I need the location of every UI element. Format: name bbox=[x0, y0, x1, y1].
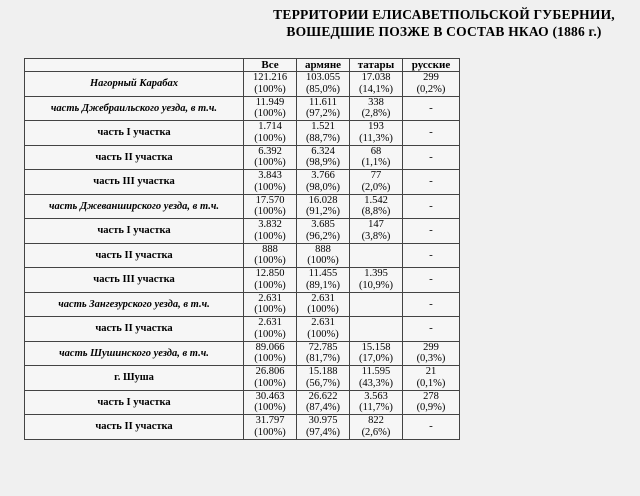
title-line-2: ВОШЕДШИЕ ПОЗЖЕ В СОСТАВ НКАО (1886 г.) bbox=[286, 24, 602, 39]
cell-percent: (98,0%) bbox=[305, 181, 341, 193]
cell-armenians bbox=[297, 341, 350, 366]
cell-value: 299 bbox=[423, 341, 439, 353]
table-row bbox=[25, 292, 460, 317]
cell-percent: (100%) bbox=[254, 157, 286, 169]
cell-value: 1.542 bbox=[364, 194, 388, 206]
cell-value: - bbox=[429, 420, 433, 432]
cell-percent: (89,1%) bbox=[305, 279, 341, 291]
cell-armenians bbox=[297, 194, 350, 219]
table-row bbox=[25, 390, 460, 415]
row-label: часть I участка bbox=[25, 219, 244, 244]
table-row bbox=[25, 72, 460, 97]
cell-percent: (96,2%) bbox=[305, 230, 341, 242]
cell-percent: (100%) bbox=[307, 328, 339, 340]
cell-value: 147 bbox=[368, 219, 384, 231]
cell-percent: (17,0%) bbox=[358, 353, 394, 365]
cell-percent: (0,9%) bbox=[416, 402, 446, 414]
row-label: часть Зангезурского уезда, в т.ч. bbox=[25, 292, 244, 317]
document-title bbox=[254, 6, 634, 40]
cell-russians bbox=[403, 366, 460, 391]
cell-all bbox=[244, 219, 297, 244]
cell-percent: (100%) bbox=[254, 230, 286, 242]
cell-russians bbox=[403, 72, 460, 97]
cell-value: 3.832 bbox=[258, 219, 282, 231]
cell-value: 26.622 bbox=[308, 390, 338, 402]
cell-percent: (100%) bbox=[254, 353, 286, 365]
cell-percent: (100%) bbox=[254, 108, 286, 120]
table-row bbox=[25, 194, 460, 219]
cell-value: 2.631 bbox=[258, 292, 282, 304]
header-tatars: татары bbox=[350, 59, 403, 72]
row-label: часть III участка bbox=[25, 268, 244, 293]
row-label: Нагорный Карабах bbox=[25, 72, 244, 97]
cell-value: 17.570 bbox=[255, 194, 285, 206]
cell-percent: (43,3%) bbox=[358, 377, 394, 389]
cell-value: 2.631 bbox=[311, 317, 335, 329]
cell-value: 15.158 bbox=[361, 341, 391, 353]
cell-armenians bbox=[297, 268, 350, 293]
cell-value: 193 bbox=[368, 121, 384, 133]
table-row bbox=[25, 317, 460, 342]
cell-value: 12.850 bbox=[255, 268, 285, 280]
cell-value: 89.066 bbox=[255, 341, 285, 353]
table-row bbox=[25, 170, 460, 195]
table-header-row bbox=[25, 59, 460, 72]
cell-all bbox=[244, 415, 297, 440]
cell-russians bbox=[403, 317, 460, 342]
title-line-1: ТЕРРИТОРИИ ЕЛИСАВЕТПОЛЬСКОЙ ГУБЕРНИИ, bbox=[273, 7, 615, 22]
table-body bbox=[25, 72, 460, 440]
cell-percent: (3,8%) bbox=[361, 230, 391, 242]
cell-all bbox=[244, 366, 297, 391]
cell-percent: (98,9%) bbox=[305, 157, 341, 169]
cell-percent: (10,9%) bbox=[358, 279, 394, 291]
cell-value: 278 bbox=[423, 390, 439, 402]
cell-percent: (2,8%) bbox=[361, 108, 391, 120]
cell-value: 3.685 bbox=[311, 219, 335, 231]
cell-value: - bbox=[429, 248, 433, 261]
cell-all bbox=[244, 341, 297, 366]
cell-percent: (100%) bbox=[254, 83, 286, 95]
cell-value: 72.785 bbox=[308, 341, 338, 353]
cell-value: - bbox=[429, 101, 433, 114]
cell-percent: (2,0%) bbox=[361, 181, 391, 193]
cell-russians bbox=[403, 96, 460, 121]
cell-armenians bbox=[297, 121, 350, 146]
cell-value: - bbox=[429, 273, 433, 285]
cell-russians bbox=[403, 341, 460, 366]
cell-percent: (0,3%) bbox=[416, 353, 446, 365]
cell-value: 6.324 bbox=[311, 145, 335, 157]
cell-value: 30.463 bbox=[255, 390, 285, 402]
cell-value: - bbox=[429, 224, 433, 236]
cell-percent: (100%) bbox=[307, 255, 339, 267]
row-label: часть II участка bbox=[25, 145, 244, 170]
cell-value: 6.392 bbox=[258, 145, 282, 157]
cell-tatars bbox=[350, 390, 403, 415]
cell-percent: (91,2%) bbox=[305, 206, 341, 218]
cell-value: 30.975 bbox=[308, 415, 338, 427]
cell-value: 11.611 bbox=[308, 96, 338, 108]
cell-value: 822 bbox=[368, 415, 384, 427]
cell-tatars bbox=[350, 366, 403, 391]
cell-value: 2.631 bbox=[258, 317, 282, 329]
cell-tatars bbox=[350, 292, 403, 317]
population-table bbox=[24, 58, 460, 440]
cell-armenians bbox=[297, 415, 350, 440]
row-label: часть Шушинского уезда, в т.ч. bbox=[25, 341, 244, 366]
cell-value: - bbox=[429, 126, 433, 138]
table-row bbox=[25, 243, 460, 268]
cell-armenians bbox=[297, 72, 350, 97]
cell-percent: (56,7%) bbox=[305, 377, 341, 389]
cell-value: 3.563 bbox=[364, 390, 388, 402]
cell-value: 26.806 bbox=[255, 366, 285, 378]
row-label: часть II участка bbox=[25, 317, 244, 342]
header-russians: русские bbox=[403, 59, 460, 72]
cell-percent: (88,7%) bbox=[305, 132, 341, 144]
cell-value: 11.455 bbox=[308, 268, 338, 280]
row-label: часть I участка bbox=[25, 121, 244, 146]
cell-percent: (100%) bbox=[254, 402, 286, 414]
cell-all bbox=[244, 243, 297, 268]
cell-value: 77 bbox=[370, 170, 382, 182]
cell-all bbox=[244, 72, 297, 97]
cell-value: 299 bbox=[423, 72, 439, 84]
table-row bbox=[25, 268, 460, 293]
cell-value: - bbox=[429, 322, 433, 334]
cell-armenians bbox=[297, 219, 350, 244]
cell-percent: (1,1%) bbox=[361, 157, 391, 169]
cell-tatars bbox=[350, 96, 403, 121]
cell-all bbox=[244, 390, 297, 415]
cell-percent: (100%) bbox=[307, 304, 339, 316]
row-label: часть II участка bbox=[25, 243, 244, 268]
table-row bbox=[25, 415, 460, 440]
cell-percent: (87,4%) bbox=[305, 402, 341, 414]
cell-value: 15.188 bbox=[308, 366, 338, 378]
cell-value: 17.038 bbox=[361, 72, 391, 84]
row-label: часть I участка bbox=[25, 390, 244, 415]
cell-armenians bbox=[297, 390, 350, 415]
cell-percent: (100%) bbox=[254, 255, 286, 267]
table-row bbox=[25, 145, 460, 170]
table-row bbox=[25, 341, 460, 366]
cell-value: - bbox=[429, 199, 433, 212]
cell-russians bbox=[403, 292, 460, 317]
cell-value: 103.055 bbox=[305, 72, 341, 84]
cell-value: 1.395 bbox=[364, 268, 388, 280]
row-label: часть III участка bbox=[25, 170, 244, 195]
row-label: г. Шуша bbox=[25, 366, 244, 391]
cell-tatars bbox=[350, 145, 403, 170]
cell-percent: (8,8%) bbox=[361, 206, 391, 218]
cell-value: 31.797 bbox=[255, 415, 285, 427]
cell-percent: (11,7%) bbox=[359, 402, 393, 414]
cell-all bbox=[244, 145, 297, 170]
cell-percent: (81,7%) bbox=[305, 353, 341, 365]
cell-value: 3.843 bbox=[258, 170, 282, 182]
cell-tatars bbox=[350, 219, 403, 244]
row-label: часть II участка bbox=[25, 415, 244, 440]
cell-value: 1.521 bbox=[311, 121, 335, 133]
cell-armenians bbox=[297, 292, 350, 317]
cell-value: - bbox=[429, 297, 433, 310]
cell-percent: (100%) bbox=[254, 279, 286, 291]
row-label: часть Джебраильского уезда, в т.ч. bbox=[25, 96, 244, 121]
cell-armenians bbox=[297, 366, 350, 391]
cell-tatars bbox=[350, 121, 403, 146]
cell-all bbox=[244, 292, 297, 317]
cell-all bbox=[244, 121, 297, 146]
header-all: Все bbox=[244, 59, 297, 72]
cell-russians bbox=[403, 170, 460, 195]
cell-value: 121.216 bbox=[252, 72, 288, 84]
cell-value: 3.766 bbox=[311, 170, 335, 182]
cell-russians bbox=[403, 121, 460, 146]
cell-armenians bbox=[297, 317, 350, 342]
cell-percent: (100%) bbox=[254, 426, 286, 438]
cell-armenians bbox=[297, 145, 350, 170]
cell-value: 1.714 bbox=[258, 121, 282, 133]
cell-russians bbox=[403, 415, 460, 440]
cell-tatars bbox=[350, 415, 403, 440]
cell-percent: (100%) bbox=[254, 181, 286, 193]
cell-percent: (100%) bbox=[254, 377, 286, 389]
cell-value: 888 bbox=[262, 243, 278, 255]
cell-value: 2.631 bbox=[311, 292, 335, 304]
cell-value: 11.949 bbox=[255, 96, 285, 108]
cell-all bbox=[244, 194, 297, 219]
cell-all bbox=[244, 170, 297, 195]
table-row bbox=[25, 121, 460, 146]
cell-value: - bbox=[429, 175, 433, 187]
cell-russians bbox=[403, 268, 460, 293]
cell-all bbox=[244, 317, 297, 342]
cell-tatars bbox=[350, 72, 403, 97]
cell-russians bbox=[403, 390, 460, 415]
cell-percent: (100%) bbox=[254, 304, 286, 316]
cell-percent: (100%) bbox=[254, 206, 286, 218]
cell-percent: (100%) bbox=[254, 132, 286, 144]
cell-all bbox=[244, 96, 297, 121]
cell-tatars bbox=[350, 243, 403, 268]
cell-russians bbox=[403, 243, 460, 268]
cell-percent: (14,1%) bbox=[358, 83, 394, 95]
cell-value: 68 bbox=[370, 145, 382, 157]
cell-value: 16.028 bbox=[308, 194, 338, 206]
cell-value: 338 bbox=[368, 96, 384, 108]
cell-value: 21 bbox=[425, 366, 437, 378]
cell-armenians bbox=[297, 243, 350, 268]
cell-percent: (11,3%) bbox=[359, 132, 393, 144]
cell-russians bbox=[403, 219, 460, 244]
cell-all bbox=[244, 268, 297, 293]
cell-value: 888 bbox=[315, 243, 331, 255]
cell-percent: (97,4%) bbox=[305, 426, 341, 438]
table-row bbox=[25, 219, 460, 244]
cell-tatars bbox=[350, 170, 403, 195]
row-label: часть Джеванширского уезда, в т.ч. bbox=[25, 194, 244, 219]
cell-tatars bbox=[350, 268, 403, 293]
table-row bbox=[25, 366, 460, 391]
cell-russians bbox=[403, 145, 460, 170]
cell-tatars bbox=[350, 341, 403, 366]
cell-percent: (0,1%) bbox=[416, 377, 446, 389]
cell-tatars bbox=[350, 317, 403, 342]
cell-percent: (100%) bbox=[254, 328, 286, 340]
cell-percent: (85,0%) bbox=[305, 83, 341, 95]
cell-percent: (97,2%) bbox=[305, 108, 341, 120]
table-row bbox=[25, 96, 460, 121]
cell-percent: (0,2%) bbox=[416, 83, 446, 95]
cell-russians bbox=[403, 194, 460, 219]
header-corner bbox=[25, 59, 244, 72]
cell-percent: (2,6%) bbox=[361, 426, 391, 438]
header-armenians: армяне bbox=[297, 59, 350, 72]
cell-armenians bbox=[297, 170, 350, 195]
cell-tatars bbox=[350, 194, 403, 219]
cell-value: - bbox=[429, 150, 433, 163]
cell-armenians bbox=[297, 96, 350, 121]
cell-value: 11.595 bbox=[361, 366, 391, 378]
